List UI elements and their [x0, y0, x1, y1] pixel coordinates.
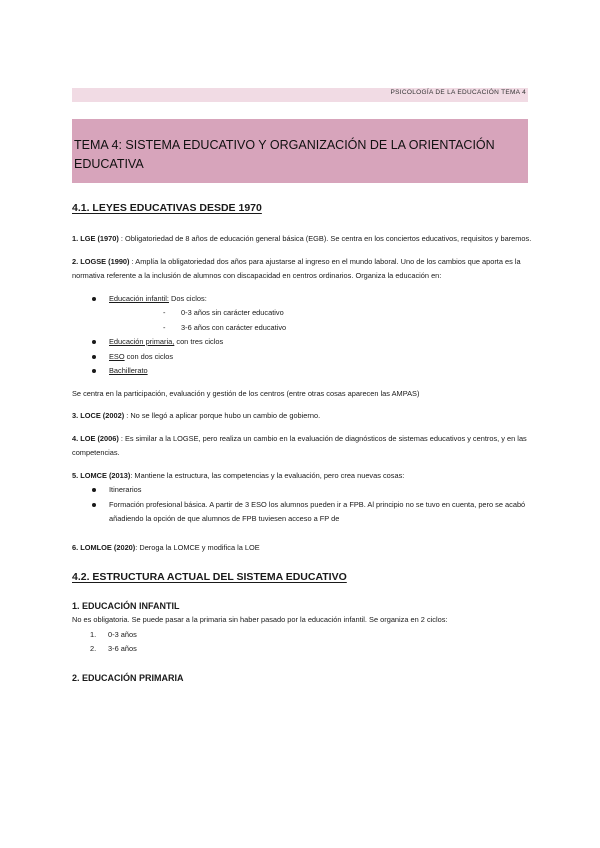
title-box: [72, 119, 528, 183]
law-lge-text: : Obligatoriedad de 8 años de educación general básica (EGB). Se centra en los conciertos educativos, requisitos y baremos.: [118, 234, 532, 243]
law-loce-text: : No se llegó a aplicar porque hubo un cambio de gobierno.: [124, 411, 321, 420]
logse-after-text: Se centra en la participación, evaluación y gestión de los centros (entre otras cosas aparecen las AMPAS): [72, 388, 420, 398]
law-loce-label: 3. LOCE (2002): [72, 411, 125, 420]
stage-label: Educación primaria,: [109, 337, 175, 346]
law-loe-text: : Es similar a la LOGSE, pero realiza un cambio en la evaluación de diagnósticos de sistemas educativos y centros, y en las competencias.: [72, 433, 527, 457]
list-item: - 3-6 años con carácter educativo: [109, 321, 532, 336]
law-lge: [72, 232, 532, 247]
section-heading-4-1: 4.1. LEYES EDUCATIVAS DESDE 1970: [72, 202, 262, 214]
stage-label: Bachillerato: [109, 366, 148, 375]
subheading-primaria: 2. EDUCACIÓN PRIMARIA: [72, 672, 184, 683]
law-logse-text: : Amplía la obligatoriedad dos años para ajustarse al ingreso en el mundo laboral. Uno de los cambios que aporta es la normativa referente a la inclusión de alumnos con discapacidad en centros ordinarios. Organiza la educación en:: [72, 256, 521, 280]
infantil-text: No es obligatoria. Se puede pasar a la primaria sin haber pasado por la educación infantil. Se organiza en 2 ciclos:: [72, 615, 448, 624]
list-item: Itinerarios: [72, 483, 532, 498]
list-number: 1.: [90, 629, 97, 639]
law-lomloe: [72, 541, 532, 556]
list-text: 3-6 años: [108, 644, 137, 653]
law-logse: [72, 255, 532, 284]
stage-label: Educación infantil:: [109, 293, 169, 303]
law-loce: [72, 409, 532, 424]
running-header: [72, 88, 528, 102]
law-lge-label: 1. LGE (1970): [72, 234, 119, 243]
list-item: [72, 364, 532, 379]
law-logse-label: 2. LOGSE (1990): [72, 256, 130, 266]
infantil-cycles-list: [72, 628, 532, 657]
list-item: Formación profesional básica. A partir de 3 ESO los alumnos pueden ir a FPB. Al principio no se tuvo en cuenta, pero se acabó añadiendo la opción de que alumnos de FPB tuviesen acceso a FP de: [72, 498, 532, 527]
law-lomce-label: 5. LOMCE (2013): [72, 470, 131, 480]
law-lomce-text: : Mantiene la estructura, las competencias y la evaluación, pero crea nuevas cosas:: [130, 470, 405, 480]
list-item: [72, 642, 532, 657]
list-item: [72, 350, 532, 365]
list-item: [72, 292, 532, 336]
stage-label: ESO: [109, 351, 125, 361]
section-heading-4-2: 4.2. ESTRUCTURA ACTUAL DEL SISTEMA EDUCATIVO: [72, 571, 347, 583]
law-loe: [72, 432, 532, 461]
list-item: [72, 335, 532, 350]
document-title: TEMA 4: SISTEMA EDUCATIVO Y ORGANIZACIÓN DE LA ORIENTACIÓN EDUCATIVA: [74, 138, 495, 171]
document-content: [72, 200, 532, 685]
subheading-infantil: 1. EDUCACIÓN INFANTIL: [72, 601, 180, 611]
list-item: - 0-3 años sin carácter educativo: [109, 306, 532, 321]
lomce-list: [72, 483, 532, 527]
law-lomloe-label: 6. LOMLOE (2020): [72, 542, 136, 552]
infantil-sublist: [109, 306, 532, 335]
stage-text: con dos ciclos: [124, 351, 174, 361]
stage-text: con tres ciclos: [174, 337, 224, 346]
stage-text: Dos ciclos:: [168, 293, 207, 303]
logse-stages-list: [72, 292, 532, 379]
law-lomce: [72, 469, 532, 484]
law-lomloe-text: : Deroga la LOMCE y modifica la LOE: [135, 542, 260, 552]
list-item: [72, 628, 532, 643]
list-text: 0-3 años: [108, 629, 137, 639]
list-number: 2.: [90, 644, 97, 653]
header-text: PSICOLOGÍA DE LA EDUCACIÓN TEMA 4: [390, 89, 526, 96]
law-loe-label: 4. LOE (2006): [72, 433, 119, 443]
